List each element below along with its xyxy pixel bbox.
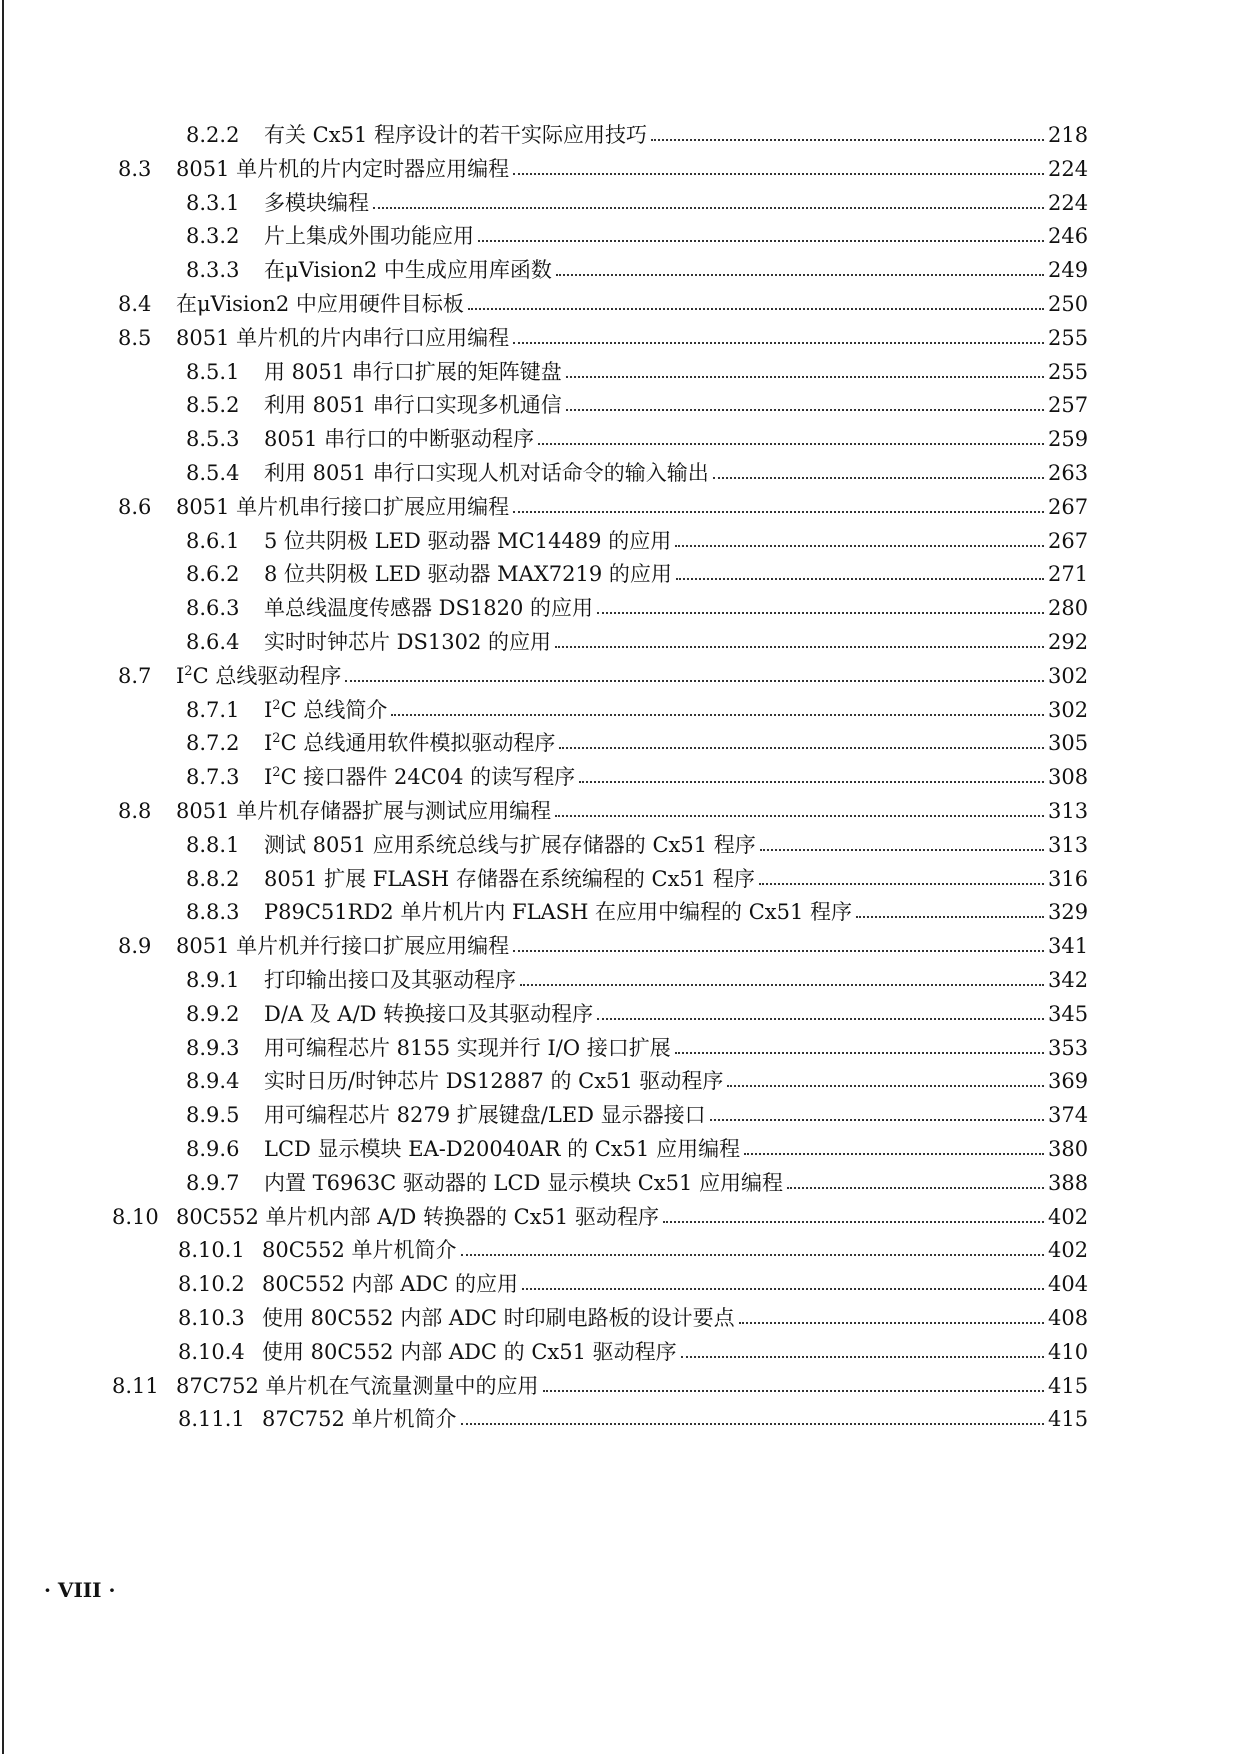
toc-number: 8.10.3 <box>178 1306 245 1330</box>
page-edge-line <box>2 0 4 1754</box>
toc-title-text: 单总线温度传感器 DS1820 的应用 <box>264 596 594 621</box>
toc-section-entry <box>112 1369 1088 1399</box>
toc-subsection-entry <box>178 1402 1088 1432</box>
toc-page-number: 218 <box>1048 123 1089 147</box>
toc-title-text: 使用 80C552 内部 ADC 的 Cx51 驱动程序 <box>262 1339 677 1364</box>
toc-subsection-entry <box>186 388 1088 418</box>
toc-page-number: 374 <box>1048 1103 1089 1128</box>
toc-dot-leader <box>461 1423 1044 1425</box>
toc-subsection-entry <box>186 997 1088 1027</box>
toc-title-text: 利用 8051 串行口实现人机对话命令的输入输出 <box>264 461 709 485</box>
toc-subsection-entry <box>186 1132 1088 1162</box>
toc-dot-leader <box>739 1322 1044 1324</box>
toc-number: 8.5.3 <box>186 427 240 452</box>
toc-number: 8.8.1 <box>186 832 240 857</box>
toc-title-text: D/A 及 A/D 转换接口及其驱动程序 <box>264 1001 594 1026</box>
toc-title-text: 8051 串行口的中断驱动程序 <box>264 427 535 452</box>
toc-number: 8.9 <box>118 934 152 959</box>
toc-title-superscript: 2 <box>272 697 281 713</box>
toc-page-number: 415 <box>1048 1373 1089 1398</box>
toc-number: 8.11.1 <box>178 1407 245 1432</box>
toc-number: 8.5.1 <box>186 359 240 384</box>
toc-page-number: 259 <box>1048 427 1089 452</box>
toc-dot-leader <box>555 815 1044 817</box>
toc-title-text: 5 位共阴极 LED 驱动器 MC14489 的应用 <box>264 528 672 553</box>
toc-page-number: 316 <box>1048 866 1089 891</box>
toc-title <box>264 1136 740 1162</box>
toc-dot-leader <box>391 714 1044 716</box>
toc-dot-leader <box>559 747 1044 749</box>
toc-title <box>264 426 534 452</box>
toc-page-number: 388 <box>1048 1170 1089 1195</box>
toc-title <box>264 697 387 723</box>
toc-title-text: 8051 扩展 FLASH 存储器在系统编程的 Cx51 程序 <box>264 866 755 891</box>
toc-title-text: 80C552 内部 ADC 的应用 <box>262 1272 518 1297</box>
toc-dot-leader <box>663 1221 1044 1223</box>
toc-page-number: 302 <box>1048 663 1089 688</box>
toc-dot-leader <box>556 274 1044 276</box>
toc-title <box>264 1001 593 1027</box>
toc-subsection-entry <box>186 963 1088 993</box>
toc-dot-leader <box>856 916 1044 918</box>
toc-title-text: 利用 8051 串行口实现多机通信 <box>264 393 562 418</box>
toc-title-text: 多模块编程 <box>264 190 369 215</box>
toc-subsection-entry <box>186 524 1088 554</box>
toc-number: 8.4 <box>118 292 152 316</box>
toc-dot-leader <box>478 240 1044 242</box>
toc-title <box>264 899 852 925</box>
toc-subsection-entry <box>186 253 1088 283</box>
toc-number: 8.6.3 <box>186 596 240 621</box>
toc-page-number: 308 <box>1048 765 1089 790</box>
toc-subsection-entry <box>178 1335 1088 1365</box>
toc-title-prefix: I <box>176 663 185 688</box>
toc-page-number: 415 <box>1048 1407 1089 1432</box>
toc-dot-leader <box>468 308 1044 310</box>
toc-title-text: 测试 8051 应用系统总线与扩展存储器的 Cx51 程序 <box>264 832 756 857</box>
toc-number: 8.7.1 <box>186 697 240 722</box>
toc-title <box>264 223 474 249</box>
toc-section-entry <box>118 321 1088 351</box>
toc-page-number: 255 <box>1048 359 1089 384</box>
toc-title <box>176 291 464 317</box>
toc-title <box>262 1406 457 1432</box>
toc-title <box>264 866 755 892</box>
toc-page-number: 255 <box>1048 325 1089 350</box>
toc-title <box>262 1339 677 1365</box>
toc-title-text: 内置 T6963C 驱动器的 LCD 显示模块 Cx51 应用编程 <box>264 1170 784 1195</box>
toc-title <box>264 359 562 385</box>
toc-title <box>264 764 575 790</box>
toc-subsection-entry <box>186 726 1088 756</box>
toc-title-text: 8051 单片机的片内定时器应用编程 <box>176 156 510 181</box>
toc-title <box>176 494 509 520</box>
toc-title-text: 在μVision2 中生成应用库函数 <box>264 258 552 283</box>
toc-subsection-entry <box>186 760 1088 790</box>
toc-number: 8.10 <box>112 1204 159 1229</box>
toc-subsection-entry <box>186 1064 1088 1094</box>
toc-subsection-entry <box>186 355 1088 385</box>
toc-page-number: 345 <box>1048 1001 1089 1026</box>
toc-title <box>176 798 551 824</box>
toc-page-number: 267 <box>1048 528 1089 553</box>
toc-subsection-entry <box>186 557 1088 587</box>
toc-title-prefix: I <box>264 765 273 790</box>
toc-number: 8.6.2 <box>186 562 240 587</box>
toc-title <box>264 392 562 418</box>
toc-number: 8.3.1 <box>186 190 240 215</box>
toc-number: 8.7.2 <box>186 731 240 756</box>
toc-page-number: 329 <box>1048 900 1089 925</box>
toc-page-number: 280 <box>1048 596 1089 621</box>
toc-section-entry <box>112 1200 1088 1230</box>
toc-subsection-entry <box>186 219 1088 249</box>
toc-dot-leader <box>461 1254 1044 1256</box>
toc-dot-leader <box>555 646 1044 648</box>
toc-page-number: 369 <box>1048 1069 1089 1094</box>
toc-subsection-entry <box>186 186 1088 216</box>
toc-number: 8.10.1 <box>178 1238 245 1263</box>
toc-title-text: C 接口器件 24C04 的读写程序 <box>280 765 576 790</box>
toc-page-number: 408 <box>1048 1306 1089 1330</box>
toc-title <box>264 629 551 655</box>
toc-title <box>264 1035 671 1061</box>
toc-dot-leader <box>681 1356 1044 1358</box>
toc-title-text: 8051 单片机并行接口扩展应用编程 <box>176 934 510 959</box>
toc-title <box>176 156 509 182</box>
toc-dot-leader <box>513 950 1044 952</box>
toc-page-number: 353 <box>1048 1035 1089 1060</box>
toc-page-number: 292 <box>1048 630 1089 654</box>
toc-dot-leader <box>513 511 1044 513</box>
toc-number: 8.9.2 <box>186 1001 240 1026</box>
toc-title <box>264 832 756 858</box>
toc-subsection-entry <box>186 456 1088 486</box>
toc-number: 8.10.2 <box>178 1272 245 1297</box>
toc-dot-leader <box>713 477 1044 479</box>
toc-number: 8.9.4 <box>186 1069 240 1094</box>
toc-title <box>264 595 593 621</box>
toc-number: 8.2.2 <box>186 123 240 147</box>
toc-page-number: 246 <box>1048 224 1089 249</box>
toc-title <box>176 933 509 959</box>
toc-dot-leader <box>759 883 1044 885</box>
toc-page-number: 404 <box>1048 1272 1089 1297</box>
toc-dot-leader <box>520 984 1044 986</box>
toc-subsection-entry <box>186 591 1088 621</box>
toc-dot-leader <box>787 1187 1044 1189</box>
toc-title <box>264 561 672 587</box>
toc-dot-leader <box>566 376 1044 378</box>
toc-number: 8.5.4 <box>186 461 240 485</box>
toc-title <box>176 1204 659 1230</box>
toc-dot-leader <box>373 207 1044 209</box>
toc-title <box>264 1170 783 1196</box>
toc-title-text: 用 8051 串行口扩展的矩阵键盘 <box>264 359 562 384</box>
toc-title-text: C 总线简介 <box>280 697 388 722</box>
toc-subsection-entry <box>186 1031 1088 1061</box>
toc-page-number: 342 <box>1048 968 1089 992</box>
toc-subsection-entry <box>178 1267 1088 1297</box>
toc-title <box>264 528 671 554</box>
toc-number: 8.8.2 <box>186 866 240 891</box>
toc-section-entry <box>118 794 1088 824</box>
toc-title <box>264 122 647 148</box>
toc-dot-leader <box>727 1085 1044 1087</box>
toc-page-number: 224 <box>1048 156 1089 181</box>
toc-section-entry <box>118 929 1088 959</box>
toc-title-text: 在μVision2 中应用硬件目标板 <box>176 292 464 316</box>
toc-dot-leader <box>675 545 1044 547</box>
toc-number: 8.9.3 <box>186 1035 240 1060</box>
toc-page-number: 250 <box>1048 292 1089 316</box>
toc-page-number: 249 <box>1048 258 1089 283</box>
toc-title-text: 使用 80C552 内部 ADC 时印刷电路板的设计要点 <box>262 1306 735 1330</box>
toc-title-prefix: I <box>264 697 273 722</box>
toc-page-number: 341 <box>1048 934 1089 959</box>
toc-title-text: 80C552 单片机简介 <box>262 1238 457 1263</box>
toc-title <box>264 1102 706 1128</box>
toc-page-number: 263 <box>1048 461 1089 485</box>
toc-dot-leader <box>579 781 1044 783</box>
toc-title <box>264 257 552 283</box>
toc-number: 8.6.4 <box>186 630 240 654</box>
toc-title <box>264 730 555 756</box>
toc-page-number: 380 <box>1048 1137 1089 1161</box>
toc-page-number: 313 <box>1048 799 1089 823</box>
toc-title-text: 有关 Cx51 程序设计的若干实际应用技巧 <box>264 123 647 147</box>
toc-number: 8.6.1 <box>186 528 240 553</box>
toc-subsection-entry <box>186 828 1088 858</box>
toc-title-superscript: 2 <box>272 731 281 747</box>
toc-title-text: LCD 显示模块 EA-D20040AR 的 Cx51 应用编程 <box>264 1137 741 1161</box>
toc-title <box>264 460 709 486</box>
toc-subsection-entry <box>186 895 1088 925</box>
toc-number: 8.9.1 <box>186 968 240 992</box>
toc-dot-leader <box>710 1119 1044 1121</box>
toc-dot-leader <box>345 680 1044 682</box>
toc-title-text: 87C752 单片机在气流量测量中的应用 <box>176 1373 539 1398</box>
toc-title-text: 用可编程芯片 8155 实现并行 I/O 接口扩展 <box>264 1035 671 1060</box>
toc-dot-leader <box>744 1153 1044 1155</box>
toc-title-text: C 总线驱动程序 <box>192 663 342 688</box>
toc-title-text: 87C752 单片机简介 <box>262 1407 457 1432</box>
toc-subsection-entry <box>186 862 1088 892</box>
toc-title-text: 打印输出接口及其驱动程序 <box>264 968 516 992</box>
toc-title <box>264 967 516 993</box>
toc-title-text: 8051 单片机的片内串行口应用编程 <box>176 325 510 350</box>
toc-number: 8.8 <box>118 799 152 823</box>
toc-subsection-entry <box>178 1301 1088 1331</box>
toc-number: 8.3 <box>118 156 152 181</box>
toc-number: 8.7 <box>118 663 152 688</box>
toc-title-text: P89C51RD2 单片机片内 FLASH 在应用中编程的 Cx51 程序 <box>264 900 853 925</box>
toc-title <box>176 1373 539 1399</box>
toc-title-text: 8051 单片机串行接口扩展应用编程 <box>176 494 510 519</box>
toc-dot-leader <box>522 1288 1044 1290</box>
toc-title-text: C 总线通用软件模拟驱动程序 <box>280 731 556 756</box>
toc-dot-leader <box>538 443 1044 445</box>
toc-section-entry <box>118 659 1088 689</box>
toc-subsection-entry <box>186 693 1088 723</box>
toc-subsection-entry <box>186 118 1088 148</box>
toc-subsection-entry <box>178 1233 1088 1263</box>
toc-title <box>262 1237 457 1263</box>
toc-title-text: 片上集成外围功能应用 <box>264 224 474 249</box>
toc-subsection-entry <box>186 625 1088 655</box>
toc-title-text: 用可编程芯片 8279 扩展键盘/LED 显示器接口 <box>264 1103 706 1128</box>
toc-dot-leader <box>566 409 1044 411</box>
toc-dot-leader <box>676 578 1044 580</box>
toc-number: 8.11 <box>112 1373 159 1398</box>
toc-section-entry <box>118 490 1088 520</box>
toc-title <box>264 190 369 216</box>
toc-number: 8.3.2 <box>186 224 240 249</box>
toc-number: 8.3.3 <box>186 258 240 283</box>
toc-title-text: 8 位共阴极 LED 驱动器 MAX7219 的应用 <box>264 562 672 587</box>
toc-number: 8.9.6 <box>186 1137 240 1161</box>
toc-title <box>176 325 509 351</box>
toc-title-prefix: I <box>264 731 273 756</box>
toc-dot-leader <box>675 1052 1044 1054</box>
toc-page-number: 257 <box>1048 393 1089 418</box>
toc-number: 8.9.7 <box>186 1170 240 1195</box>
toc-dot-leader <box>597 1018 1044 1020</box>
toc-subsection-entry <box>186 1098 1088 1128</box>
toc-title-text: 实时时钟芯片 DS1302 的应用 <box>264 630 552 654</box>
toc-subsection-entry <box>186 1166 1088 1196</box>
toc-title-superscript: 2 <box>272 765 281 781</box>
toc-dot-leader <box>651 139 1044 141</box>
toc-dot-leader <box>513 173 1044 175</box>
toc-page-number: 410 <box>1048 1339 1089 1364</box>
toc-page-number: 305 <box>1048 731 1089 756</box>
toc-title <box>264 1068 723 1094</box>
toc-number: 8.9.5 <box>186 1103 240 1128</box>
toc-section-entry <box>118 287 1088 317</box>
toc-page-number: 402 <box>1048 1204 1089 1229</box>
toc-dot-leader <box>513 342 1044 344</box>
toc-number: 8.10.4 <box>178 1339 245 1364</box>
toc-page-number: 302 <box>1048 697 1089 722</box>
toc-title-text: 80C552 单片机内部 A/D 转换器的 Cx51 驱动程序 <box>176 1204 659 1229</box>
toc-dot-leader <box>597 612 1044 614</box>
toc-number: 8.6 <box>118 494 152 519</box>
toc-title <box>262 1305 735 1331</box>
toc-title-text: 8051 单片机存储器扩展与测试应用编程 <box>176 799 552 823</box>
toc-title-superscript: 2 <box>184 663 193 679</box>
toc-section-entry <box>118 152 1088 182</box>
toc-number: 8.8.3 <box>186 900 240 925</box>
page-number-footer: · VIII · <box>44 1578 116 1602</box>
toc-page-number: 267 <box>1048 494 1089 519</box>
toc-title <box>176 663 341 689</box>
toc-dot-leader <box>760 849 1044 851</box>
toc-number: 8.5 <box>118 325 152 350</box>
toc-dot-leader <box>543 1390 1044 1392</box>
toc-title <box>262 1271 518 1297</box>
toc-title-text: 实时日历/时钟芯片 DS12887 的 Cx51 驱动程序 <box>264 1069 724 1094</box>
toc-page-number: 313 <box>1048 832 1089 857</box>
toc-page-number: 402 <box>1048 1238 1089 1263</box>
toc-subsection-entry <box>186 422 1088 452</box>
toc-page-number: 224 <box>1048 190 1089 215</box>
toc-number: 8.5.2 <box>186 393 240 418</box>
toc-number: 8.7.3 <box>186 765 240 790</box>
toc-page-number: 271 <box>1048 562 1089 587</box>
